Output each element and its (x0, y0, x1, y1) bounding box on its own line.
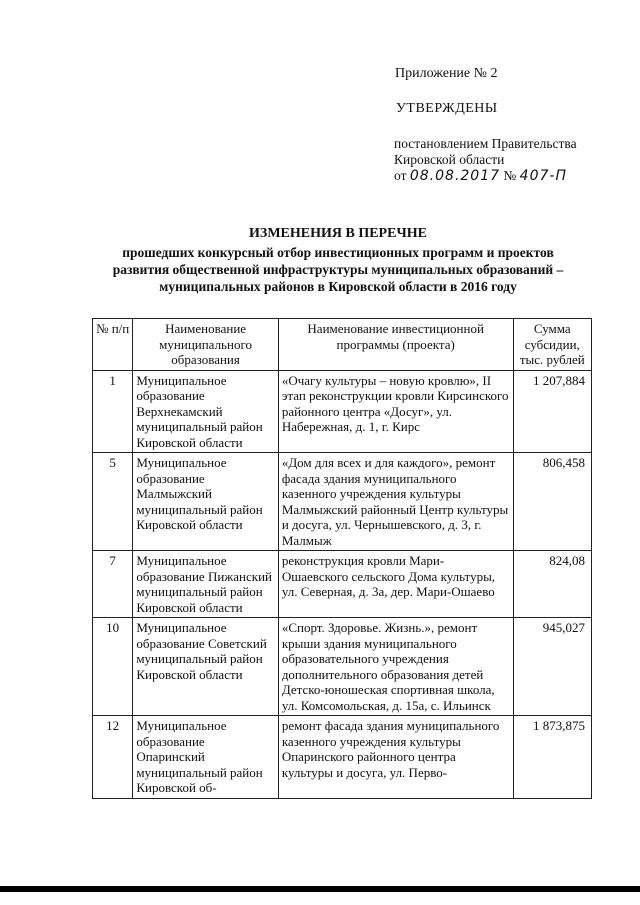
decree-line-2: Кировской области (394, 152, 505, 167)
row-number: 12 (93, 716, 133, 799)
decree-date: 08.08.2017 (409, 168, 501, 184)
row-sum: 806,458 (513, 453, 591, 551)
page-bottom-border (0, 886, 640, 892)
row-sum: 1 873,875 (513, 716, 591, 799)
row-project: «Дом для всех и для каждого», ремонт фасада здания муниципального казенного учреждения культуры Малмыжский районный Центр культуры и досуга, ул. Чернышевского, д. 3, г. Малмыж (278, 453, 513, 551)
decree-date-prefix: от (394, 168, 407, 183)
document-title: ИЗМЕНЕНИЯ В ПЕРЕЧНЕ (249, 226, 427, 241)
row-project: «Очагу культуры – новую кровлю», II этап реконструкции кровли Кирсинского районного центра «Досуг», ул. Набережная, д. 1, г. Кирс (278, 370, 513, 453)
row-sum: 824,08 (513, 551, 591, 618)
decree-line-1: постановлением Правительства (394, 136, 577, 151)
row-project: «Спорт. Здоровье. Жизнь.», ремонт крыши здания муниципального образовательного учреждения дополнительного образования детей Детско-юношеская спортивная школа, ул. Комсомольская, д. 15а, с. Ильинск (278, 618, 513, 716)
row-sum: 1 207,884 (513, 370, 591, 453)
decree-block (394, 136, 577, 184)
document-subtitle (60, 244, 616, 295)
row-municipality: Муниципальное образование Опаринский муниципальный район Кировской об- (133, 716, 278, 799)
approved-label: УТВЕРЖДЕНЫ (396, 101, 498, 116)
decree-num-prefix: № (503, 168, 517, 183)
subtitle-line-3: муниципальных районов в Кировской области в 2016 году (159, 279, 517, 294)
header-sum: Сумма субсидии, тыс. рублей (513, 319, 591, 371)
row-municipality: Муниципальное образование Верхнекамский муниципальный район Кировской области (133, 370, 278, 453)
table-header-row (93, 319, 592, 371)
table-row (93, 551, 592, 618)
row-number: 1 (93, 370, 133, 453)
header-municipality: Наименование муниципального образования (133, 319, 278, 371)
decree-number: 407-П (519, 168, 567, 184)
row-number: 7 (93, 551, 133, 618)
header-project: Наименование инвестиционной программы (проекта) (278, 319, 513, 371)
row-number: 10 (93, 618, 133, 716)
appendix-label: Приложение № 2 (395, 66, 498, 81)
subtitle-line-1: прошедших конкурсный отбор инвестиционных программ и проектов (122, 245, 554, 260)
projects-table (92, 318, 592, 799)
row-number: 5 (93, 453, 133, 551)
table-row (93, 716, 592, 799)
row-sum: 945,027 (513, 618, 591, 716)
row-municipality: Муниципальное образование Советский муниципальный район Кировской области (133, 618, 278, 716)
table-row (93, 618, 592, 716)
subtitle-line-2: развития общественной инфраструктуры муниципальных образований – (112, 262, 564, 277)
row-project: ремонт фасада здания муниципального казенного учреждения культуры Опаринского районного центра культуры и досуга, ул. Перво- (278, 716, 513, 799)
header-number: № п/п (93, 319, 133, 371)
table-row (93, 453, 592, 551)
row-municipality: Муниципальное образование Пижанский муниципальный район Кировской области (133, 551, 278, 618)
row-municipality: Муниципальное образование Малмыжский муниципальный район Кировской области (133, 453, 278, 551)
table-row (93, 370, 592, 453)
decree-line-3 (394, 168, 577, 184)
row-project: реконструкция кровли Мари-Ошаевского сельского Дома культуры, ул. Северная, д. 3а, дер. Мари-Ошаево (278, 551, 513, 618)
